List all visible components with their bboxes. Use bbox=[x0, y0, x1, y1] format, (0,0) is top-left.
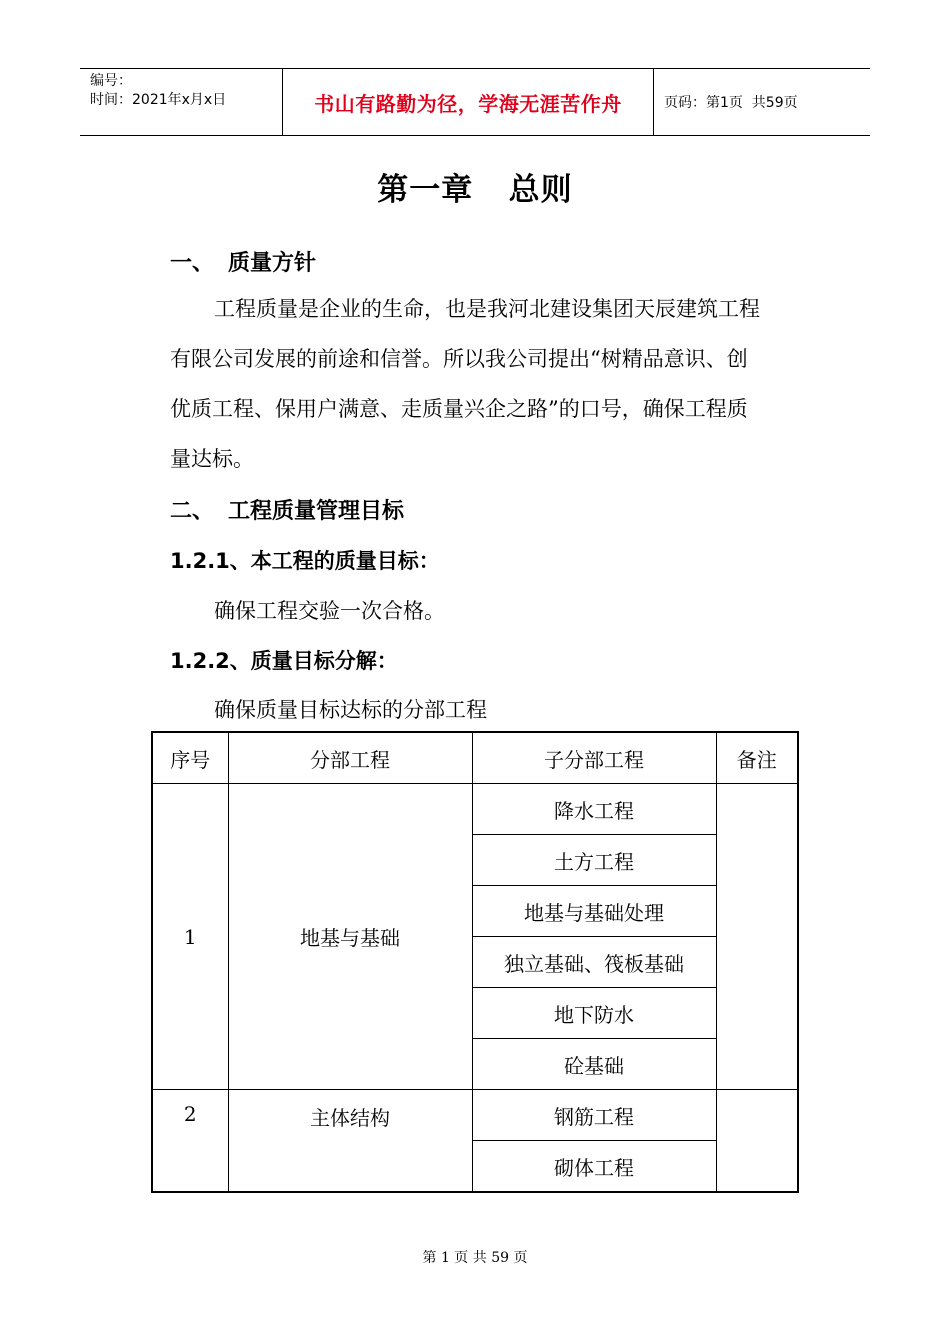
table-header-row bbox=[152, 732, 798, 784]
subsection-text-1: 确保工程交验一次合格。 bbox=[214, 599, 445, 623]
section-heading-1 bbox=[170, 246, 316, 277]
chapter-title: 第一章 总则 bbox=[377, 172, 573, 208]
header-time-label: 时间：2021年x月x日 bbox=[90, 92, 227, 108]
breakdown-table bbox=[151, 731, 799, 1193]
row-number-cell: 1 bbox=[152, 784, 228, 1090]
division-cell: 地基与基础 bbox=[228, 784, 472, 1090]
subdivision-cell: 砌体工程 bbox=[472, 1141, 716, 1193]
section-title: 质量方针 bbox=[228, 251, 317, 276]
subdivision-cell: 钢筋工程 bbox=[472, 1090, 716, 1141]
subdivision-cell: 地基与基础处理 bbox=[472, 886, 716, 937]
division-cell: 主体结构 bbox=[228, 1090, 472, 1193]
subsection-heading-2: 1.2.2、质量目标分解： bbox=[170, 649, 398, 673]
section1-paragraph bbox=[170, 284, 820, 484]
header-motto: 书山有路勤为径，学海无涯苦作舟 bbox=[282, 69, 654, 135]
page-footer: 第 1 页 共 59 页 bbox=[422, 1250, 528, 1266]
remark-cell bbox=[716, 784, 798, 1090]
subsection-heading-1: 1.2.1、本工程的质量目标： bbox=[170, 549, 440, 573]
header-cell: 序号 bbox=[152, 732, 228, 784]
para-line: 有限公司发展的前途和信誉。所以我公司提出“树精品意识、创 bbox=[170, 347, 748, 371]
header-cell: 分部工程 bbox=[228, 732, 472, 784]
para-line: 量达标。 bbox=[170, 447, 254, 471]
subdivision-cell: 独立基础、筏板基础 bbox=[472, 937, 716, 988]
table-row bbox=[152, 784, 798, 835]
subsection-text-2: 确保质量目标达标的分部工程 bbox=[214, 698, 487, 722]
section-number: 二、 bbox=[170, 499, 215, 524]
header-meta bbox=[80, 69, 282, 135]
header-cell: 备注 bbox=[716, 732, 798, 784]
section-heading-2 bbox=[170, 494, 404, 525]
subdivision-cell: 地下防水 bbox=[472, 988, 716, 1039]
section-number: 一、 bbox=[170, 251, 215, 276]
para-line: 优质工程、保用户满意、走质量兴企之路”的口号，确保工程质 bbox=[170, 397, 748, 421]
section-title: 工程质量管理目标 bbox=[228, 499, 405, 524]
header-page-info: 页码：第1页 共59页 bbox=[664, 95, 798, 111]
page-header bbox=[80, 68, 870, 136]
header-cell: 子分部工程 bbox=[472, 732, 716, 784]
remark-cell bbox=[716, 1090, 798, 1193]
subdivision-cell: 降水工程 bbox=[472, 784, 716, 835]
table-row bbox=[152, 1090, 798, 1141]
row-number-cell: 2 bbox=[152, 1090, 228, 1193]
para-line: 工程质量是企业的生命，也是我河北建设集团天辰建筑工程 bbox=[214, 297, 760, 321]
header-number-label: 编号： bbox=[90, 73, 132, 89]
subdivision-cell: 土方工程 bbox=[472, 835, 716, 886]
header-page-info-cell bbox=[654, 69, 870, 135]
subdivision-cell: 砼基础 bbox=[472, 1039, 716, 1090]
